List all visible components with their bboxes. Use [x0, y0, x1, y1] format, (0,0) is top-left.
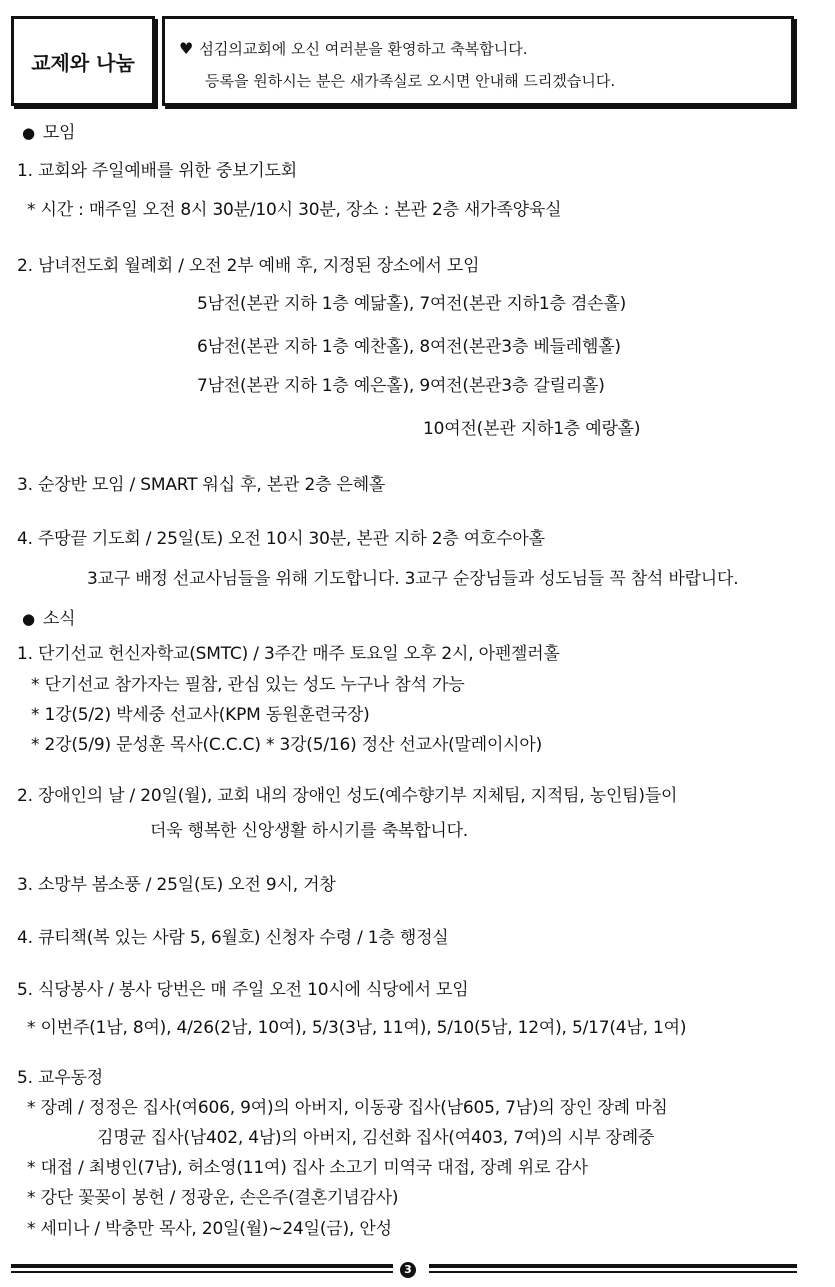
line-text: 김명균 집사(남402, 4남)의 아버지, 김선화 집사(여403, 7여)의 시부 장례중: [97, 1128, 655, 1148]
line-text: * 대접 / 최병인(7남), 허소영(11여) 집사 소고기 미역국 대접, 장례 위로 감사: [27, 1158, 588, 1178]
line-text: 1. 교회와 주일예배를 위한 중보기도회: [17, 161, 297, 181]
line-text: * 1강(5/2) 박세중 선교사(KPM 동원훈련국장): [31, 705, 370, 725]
bulletin-line-n4: [17, 927, 449, 949]
section-title-box: [11, 16, 155, 106]
bulletin-line-g4: [17, 528, 545, 550]
section-heading-sec-news: [22, 608, 75, 630]
line-text: 더욱 행복한 신앙생활 하시기를 축복합니다.: [150, 821, 469, 841]
bulletin-line-g2a: [197, 293, 626, 315]
welcome-text-1: 섬김의교회에 오신 여러분을 환영하고 축복합니다.: [199, 40, 528, 58]
bulletin-line-n3: [17, 874, 336, 896]
bulletin-line-n6d: [27, 1187, 398, 1209]
bulletin-line-n2a: [150, 820, 468, 842]
page-number: 3: [400, 1262, 416, 1278]
section-heading-sec-gathering: [22, 122, 75, 144]
line-text: 1. 단기선교 헌신자학교(SMTC) / 3주간 매주 토요일 오후 2시, 아펜젤러홀: [17, 644, 560, 664]
bulletin-line-n1a: [31, 674, 464, 696]
bulletin-line-g2d: [423, 418, 640, 440]
bulletin-line-n1b: [31, 704, 370, 726]
bulletin-line-n6: [17, 1067, 103, 1089]
footer-rule-left: [11, 1264, 393, 1273]
bulletin-line-g1: [17, 160, 297, 182]
line-text: * 장례 / 정정은 집사(여606, 9여)의 아버지, 이동광 집사(남605, 7남)의 장인 장례 마침: [27, 1098, 668, 1118]
line-text: 2. 남녀전도회 월례회 / 오전 2부 예배 후, 지정된 장소에서 모임: [17, 256, 480, 276]
line-text: 2. 장애인의 날 / 20일(월), 교회 내의 장애인 성도(예수향기부 지체팀, 지적팀, 농인팀)들이: [17, 786, 678, 806]
welcome-line-1: [179, 33, 791, 65]
line-text: 5. 교우동정: [17, 1068, 103, 1088]
line-text: * 시간 : 매주일 오전 8시 30분/10시 30분, 장소 : 본관 2층 새가족양육실: [27, 200, 562, 220]
line-text: 7남전(본관 지하 1층 예은홀), 9여전(본관3층 갈릴리홀): [197, 376, 605, 396]
bulletin-line-g2c: [197, 375, 605, 397]
line-text: 4. 큐티책(복 있는 사람 5, 6월호) 신청자 수령 / 1층 행정실: [17, 928, 449, 948]
line-text: 10여전(본관 지하1층 예랑홀): [423, 419, 641, 439]
line-text: 5. 식당봉사 / 봉사 당번은 매 주일 오전 10시에 식당에서 모임: [17, 980, 469, 1000]
line-text: 3. 소망부 봄소풍 / 25일(토) 오전 9시, 거창: [17, 875, 336, 895]
footer-rule-right: [429, 1264, 797, 1273]
line-text: 3. 순장반 모임 / SMART 워십 후, 본관 2층 은혜홀: [17, 475, 386, 495]
bulletin-line-n1: [17, 643, 560, 665]
bulletin-line-n6a: [27, 1097, 668, 1119]
black-circle-icon: ●: [22, 610, 35, 628]
line-text: * 강단 꽃꽂이 봉헌 / 정광운, 손은주(결혼기념감사): [27, 1188, 399, 1208]
bulletin-line-n5a: [27, 1017, 686, 1039]
bulletin-line-n5: [17, 979, 469, 1001]
line-text: 5남전(본관 지하 1층 예닮홀), 7여전(본관 지하1층 겸손홀): [197, 294, 627, 314]
line-text: 3교구 배정 선교사님들을 위해 기도합니다. 3교구 순장님들과 성도님들 꼭 참석 바랍니다.: [87, 569, 739, 589]
section-title: 교제와 나눔: [31, 50, 135, 75]
line-text: * 세미나 / 박충만 목사, 20일(월)~24일(금), 안성: [27, 1219, 392, 1239]
bulletin-line-g4a: [87, 568, 738, 590]
bulletin-line-g2: [17, 255, 479, 277]
line-text: * 이번주(1남, 8여), 4/26(2남, 10여), 5/3(3남, 11여), 5/10(5남, 12여), 5/17(4남, 1여): [27, 1018, 687, 1038]
page-footer: [11, 1264, 797, 1278]
line-text: 소식: [42, 609, 76, 629]
bulletin-line-g2b: [197, 336, 621, 358]
line-text: 모임: [42, 123, 76, 143]
bulletin-line-n6b: [97, 1127, 654, 1149]
bulletin-line-n1c: [31, 734, 542, 756]
black-circle-icon: ●: [22, 124, 35, 142]
welcome-line-2: 등록을 원하시는 분은 새가족실로 오시면 안내해 드리겠습니다.: [205, 72, 616, 90]
line-text: 6남전(본관 지하 1층 예찬홀), 8여전(본관3층 베들레헴홀): [197, 337, 621, 357]
bulletin-line-n6c: [27, 1157, 588, 1179]
bulletin-line-n6e: [27, 1218, 392, 1240]
heart-icon: ♥: [179, 39, 194, 58]
line-text: * 단기선교 참가자는 필참, 관심 있는 성도 누구나 참석 가능: [31, 675, 465, 695]
line-text: * 2강(5/9) 문성훈 목사(C.C.C) * 3강(5/16) 정산 선교사(말레이시아): [31, 735, 543, 755]
bulletin-line-g3: [17, 474, 385, 496]
bulletin-line-n2: [17, 785, 677, 807]
bulletin-line-g1a: [27, 199, 561, 221]
line-text: 4. 주땅끝 기도회 / 25일(토) 오전 10시 30분, 본관 지하 2층 여호수아홀: [17, 529, 545, 549]
welcome-box: [162, 16, 794, 106]
